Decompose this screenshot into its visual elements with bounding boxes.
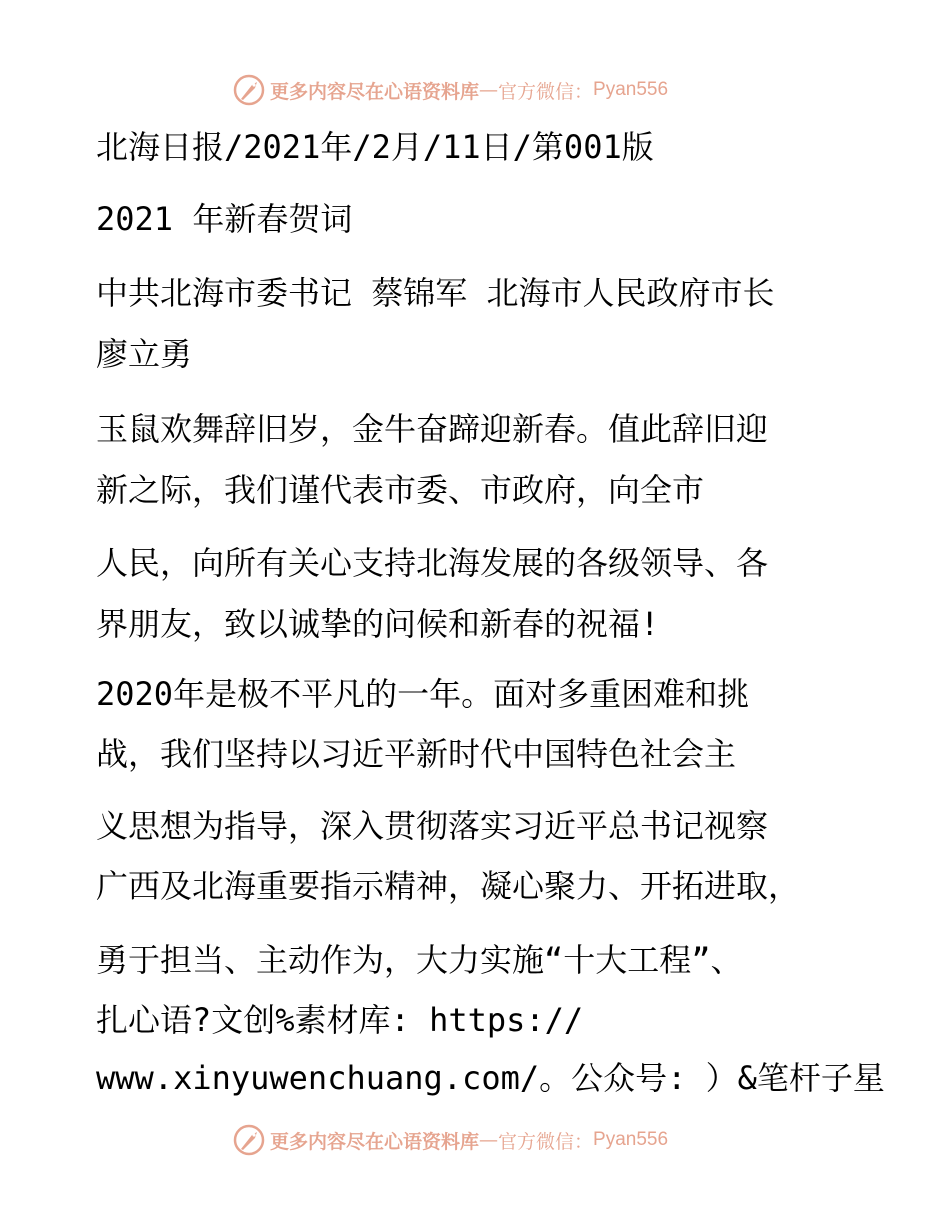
pen-nib-logo-icon [232, 73, 266, 107]
watermark-contact-id: Pyan556 [593, 79, 669, 100]
document-line: 新之际，我们谨代表市委、市政府，向全市 [96, 471, 705, 509]
header-watermark [232, 70, 668, 110]
document-line: 人民，向所有关心支持北海发展的各级领导、各 [96, 544, 769, 582]
document-line: 扎心语?文创%素材库: https:// [96, 1001, 584, 1039]
watermark-dash: — [479, 1129, 499, 1151]
document-line: 玉鼠欢舞辞旧岁，金牛奋蹄迎新春。值此辞旧迎 [96, 410, 769, 448]
watermark-contact-label: 官方微信： [498, 1130, 594, 1153]
document-line: 廖立勇 [96, 335, 193, 373]
document-line: 战，我们坚持以习近平新时代中国特色社会主 [96, 735, 737, 773]
document-line: 北海日报/2021年/2月/11日/第001版 [96, 128, 654, 166]
watermark-text: 更多内容尽在心语资料库 [270, 1130, 480, 1153]
document-line: 广西及北海重要指示精神，凝心聚力、开拓进取， [96, 867, 801, 905]
watermark-dash: — [479, 79, 499, 101]
document-line: 2021 年新春贺词 [96, 200, 353, 238]
document-line: 勇于担当、主动作为，大力实施“十大工程”、 [96, 941, 743, 979]
document-line: 界朋友，致以诚挚的问候和新春的祝福! [96, 605, 660, 643]
watermark-contact-id: Pyan556 [593, 1129, 669, 1150]
document-line: 中共北海市委书记 蔡锦军 北海市人民政府市长 [96, 274, 775, 312]
document-line: www.xinyuwenchuang.com/。公众号: ）&笔杆子星 [96, 1059, 885, 1097]
document-line: 义思想为指导，深入贯彻落实习近平总书记视察 [96, 807, 769, 845]
footer-watermark [232, 1120, 668, 1160]
watermark-contact-label: 官方微信： [498, 80, 594, 103]
pen-nib-logo-icon [232, 1123, 266, 1157]
document-line: 2020年是极不平凡的一年。面对多重困难和挑 [96, 675, 750, 713]
watermark-text: 更多内容尽在心语资料库 [270, 80, 480, 103]
